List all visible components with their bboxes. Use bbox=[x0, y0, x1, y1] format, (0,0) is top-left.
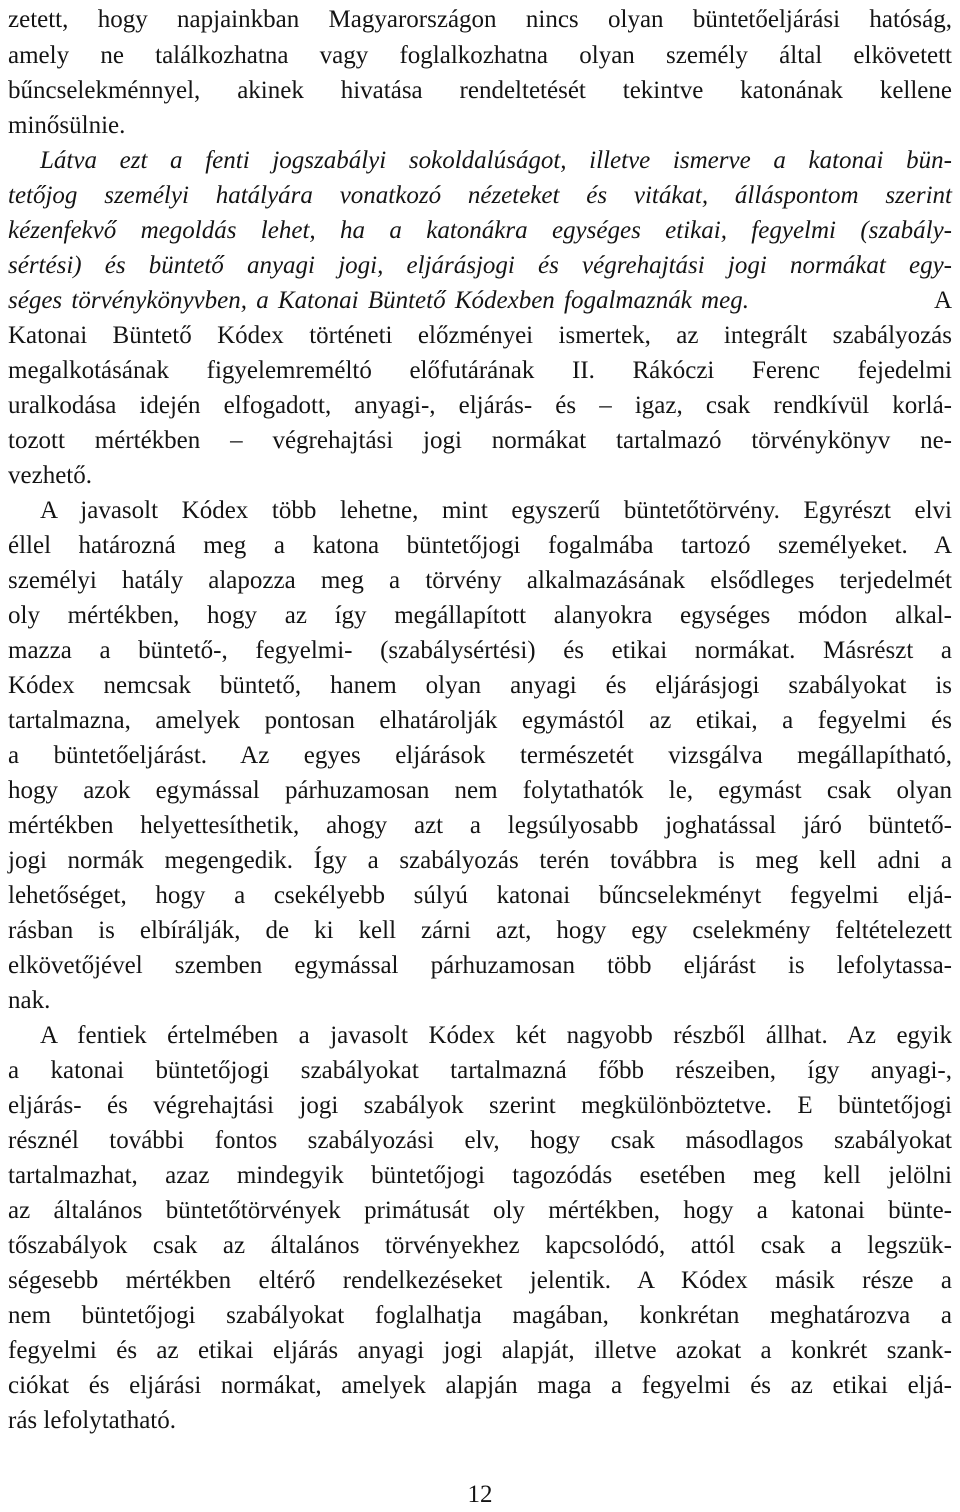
text-line: Katonai Büntető Kódex történeti előzményei ismertek, az integrált szabályozás bbox=[8, 322, 952, 349]
text-line: személyi hatály alapozza meg a törvény alkalmazásának elsődleges terjedelmét bbox=[8, 567, 952, 594]
text-line: sértési) és büntető anyagi jogi, eljárásjogi és végrehajtási jogi normákat egy- bbox=[8, 252, 952, 279]
text-line: rásban is elbírálják, de ki kell zárni azt, hogy egy cselekmény feltételezett bbox=[8, 917, 952, 944]
text-line: hogy azok egymással párhuzamosan nem folytathatók le, egymást csak olyan bbox=[8, 777, 952, 804]
text-line: minősülnie. bbox=[8, 112, 126, 139]
text-line: jogi normák megengedik. Így a szabályozás terén továbbra is meg kell adni a bbox=[8, 847, 952, 874]
text-line: megalkotásának figyelemreméltó előfutárának II. Rákóczi Ferenc fejedelmi bbox=[8, 357, 952, 384]
text-line: mértékben helyettesíthetik, ahogy azt a legsúlyosabb joghatással járó büntető- bbox=[8, 812, 952, 839]
text-line: oly mértékben, hogy az így megállapított alanyokra egységes módon alkal- bbox=[8, 602, 952, 629]
text-line: A javasolt Kódex több lehetne, mint egyszerű büntetőtörvény. Egyrészt elvi bbox=[40, 497, 952, 524]
text-line: az általános büntetőtörvények primátusát oly mértékben, hogy a katonai bünte- bbox=[8, 1197, 952, 1224]
text-line: rás lefolytatható. bbox=[8, 1407, 176, 1434]
text-line: Kódex nemcsak büntető, hanem olyan anyagi és eljárásjogi szabályokat is bbox=[8, 672, 952, 699]
text-line-roman-part: A bbox=[933, 287, 952, 314]
text-line: mazza a büntető-, fegyelmi- (szabálysértési) és etikai normákat. Másrészt a bbox=[8, 637, 952, 664]
text-line: Látva ezt a fenti jogszabályi sokoldalúságot, illetve ismerve a katonai bün- bbox=[40, 147, 952, 174]
text-line: a büntetőeljárást. Az egyes eljárások természetét vizsgálva megállapítható, bbox=[8, 742, 952, 769]
text-line: eljárás- és végrehajtási jogi szabályok szerint megkülönböztetve. E büntetőjogi bbox=[8, 1092, 952, 1119]
text-line: A fentiek értelmében a javasolt Kódex két nagyobb részből állhat. Az egyik bbox=[40, 1022, 952, 1049]
text-line-italic-part: séges törvénykönyvben, a Katonai Büntető Kódexben fogalmaznák meg. bbox=[8, 287, 749, 314]
text-line: elkövetőjével szemben egymással párhuzamosan több eljárást is lefolytassa- bbox=[8, 952, 952, 979]
text-line: zetett, hogy napjainkban Magyarországon nincs olyan büntetőeljárási hatóság, bbox=[8, 6, 952, 33]
text-line: tozott mértékben – végrehajtási jogi normákat tartalmazó törvénykönyv ne- bbox=[8, 427, 952, 454]
text-line: kézenfekvő megoldás lehet, ha a katonákra egységes etikai, fegyelmi (szabály- bbox=[8, 217, 952, 244]
text-line: résznél további fontos szabályozási elv, hogy csak másodlagos szabályokat bbox=[8, 1127, 952, 1154]
text-line: a katonai büntetőjogi szabályokat tartalmazná főbb részeiben, így anyagi-, bbox=[8, 1057, 952, 1084]
text-line: tartalmazhat, azaz mindegyik büntetőjogi tagozódás esetében meg kell jelölni bbox=[8, 1162, 952, 1189]
text-line: vezhető. bbox=[8, 462, 92, 489]
text-line: tartalmazna, amelyek pontosan elhatárolják egymástól az etikai, a fegyelmi és bbox=[8, 707, 952, 734]
text-line: tőszabályok csak az általános törvényekhez kapcsolódó, attól csak a legszük- bbox=[8, 1232, 952, 1259]
text-line: ciókat és eljárási normákat, amelyek alapján maga a fegyelmi és az etikai eljá- bbox=[8, 1372, 952, 1399]
text-line: nem büntetőjogi szabályokat foglalhatja magában, konkrétan meghatározva a bbox=[8, 1302, 952, 1329]
text-line: nak. bbox=[8, 987, 51, 1014]
text-line: uralkodása idején elfogadott, anyagi-, eljárás- és – igaz, csak rendkívül korlá- bbox=[8, 392, 952, 419]
text-line bbox=[8, 283, 952, 319]
text-line: éllel határozná meg a katona büntetőjogi fogalmába tartozó személyeket. A bbox=[8, 532, 952, 559]
text-line: lehetőséget, hogy a csekélyebb súlyú katonai bűncselekményt fegyelmi eljá- bbox=[8, 882, 952, 909]
text-line: amely ne találkozhatna vagy foglalkozhatna olyan személy által elkövetett bbox=[8, 42, 952, 69]
text-line: bűncselekménnyel, akinek hivatása rendeltetését tekintve katonának kellene bbox=[8, 77, 952, 104]
text-line: ségesebb mértékben eltérő rendelkezéseket jelentik. A Kódex másik része a bbox=[8, 1267, 952, 1294]
page-number: 12 bbox=[467, 1481, 493, 1508]
text-line: tetőjog személyi hatályára vonatkozó nézeteket és vitákat, álláspontom szerint bbox=[8, 182, 952, 209]
text-line: fegyelmi és az etikai eljárás anyagi jogi alapját, illetve azokat a konkrét szank- bbox=[8, 1337, 952, 1364]
